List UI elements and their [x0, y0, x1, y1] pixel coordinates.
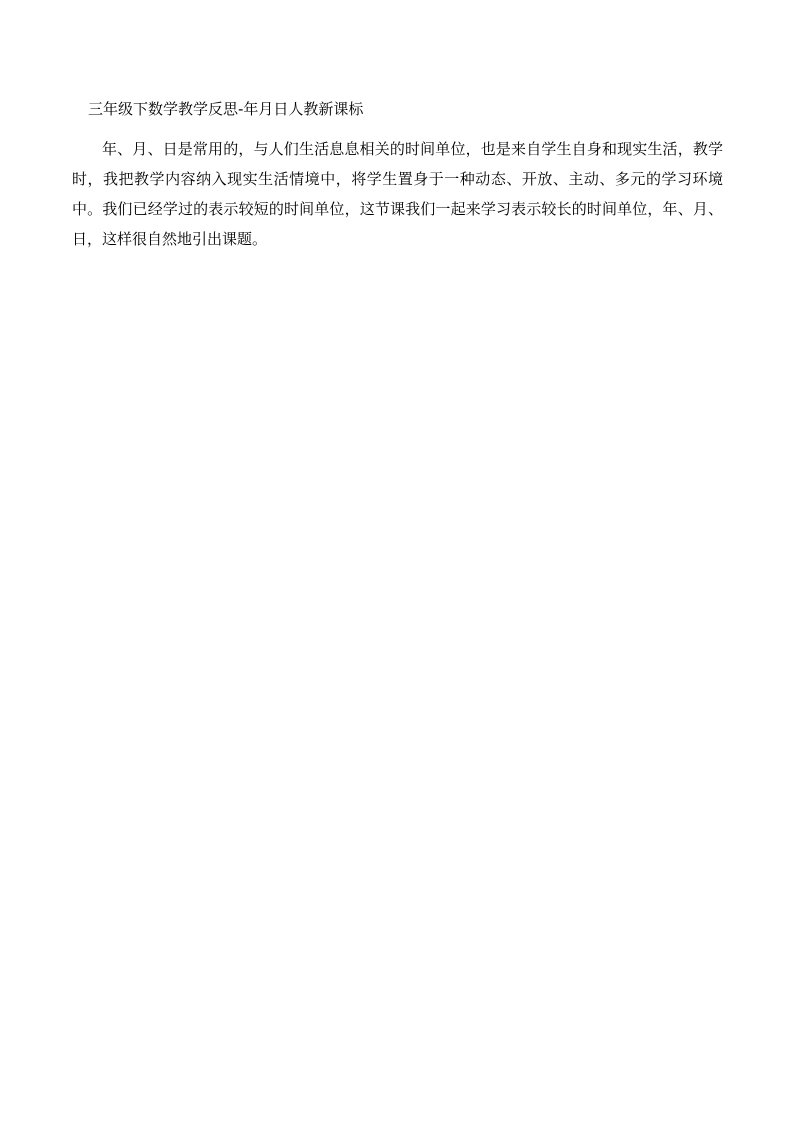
document-page: [72, 98, 723, 254]
paragraph-1: 年、月、日是常用的，与人们生活息息相关的时间单位，也是来自学生自身和现实生活，教学时，我把教学内容纳入现实生活情境中，将学生置身于一种动态、开放、主动、多元的学习环境中。我们已经学过的表示较短的时间单位，这节课我们一起来学习表示较长的时间单位，年、月、日，这样很自然地引出课题。: [72, 140, 723, 248]
document-title: 三年级下数学教学反思-年月日人教新课标: [88, 100, 364, 118]
